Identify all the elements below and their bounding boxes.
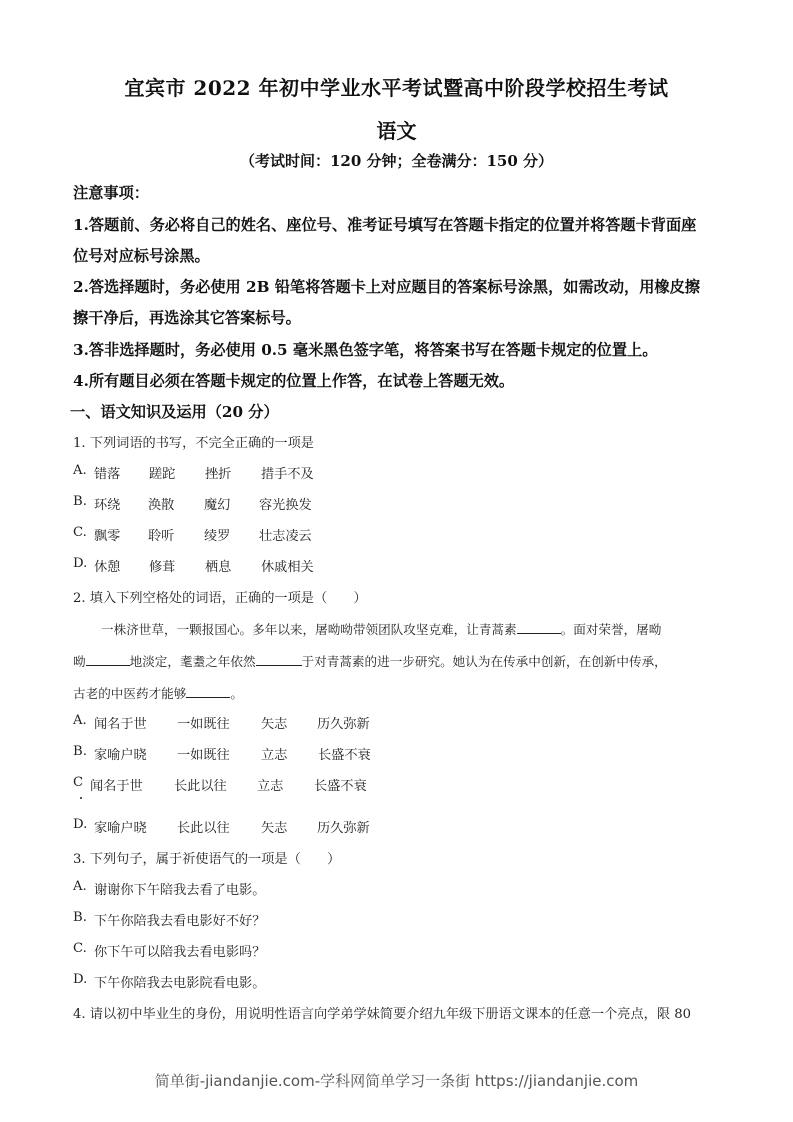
subject-title: 语文 xyxy=(376,119,417,143)
option-label: B. xyxy=(73,744,87,759)
option-word: 休戚相关 xyxy=(261,560,314,575)
option-word: 错落 xyxy=(94,467,121,482)
option-word: 长此以往 xyxy=(177,821,230,836)
option-word: 历久弥新 xyxy=(317,717,370,732)
option-word: 壮志凌云 xyxy=(259,529,312,544)
option-word: 一如既往 xyxy=(177,717,230,732)
option-text: 下午你陪我去电影院看电影。 xyxy=(94,976,266,991)
passage-line-2 xyxy=(73,651,723,670)
option-label: A. xyxy=(73,463,87,478)
notice-item: 擦干净后，再选涂其它答案标号。 xyxy=(73,309,301,327)
option-label: D. xyxy=(73,972,88,987)
option-label: D. xyxy=(73,817,88,832)
option-word: 蹉跎 xyxy=(149,467,176,482)
option-word: 栖息 xyxy=(205,560,232,575)
question-4-stem: 4. 请以初中毕业生的身份，用说明性语言向学弟学妹简要介绍九年级下册语文课本的任意一个亮点，限 80 xyxy=(73,1007,691,1022)
passage-line-3 xyxy=(73,683,723,702)
passage-text: 呦 xyxy=(73,654,86,669)
question-1-stem: 1. 下列词语的书写，不完全正确的一项是 xyxy=(73,436,314,451)
option-word: 闻名于世 xyxy=(90,779,143,794)
option-word: 环绕 xyxy=(94,498,121,513)
fill-blank xyxy=(256,652,302,666)
option-text: 谢谢你下午陪我去看了电影。 xyxy=(94,883,266,898)
option-text: 你下午可以陪我去看电影吗？ xyxy=(94,945,266,960)
option-word: 家喻户晓 xyxy=(94,748,147,763)
option-word: 绫罗 xyxy=(204,529,231,544)
option-word: 长盛不衰 xyxy=(314,779,367,794)
option-word: 魔幻 xyxy=(204,498,231,513)
question-2-stem: 2. 填入下列空格处的词语，正确的一项是（ ） xyxy=(73,591,367,606)
notice-heading: 注意事项： xyxy=(73,184,149,202)
passage-text: 。面对荣誉，屠呦 xyxy=(560,622,662,637)
passage-text: 一株济世草，一颗报国心。多年以来，屠呦呦带领团队攻坚克难，让青蒿素 xyxy=(101,622,517,637)
exam-info: （考试时间：120 分钟；全卷满分：150 分） xyxy=(239,152,554,170)
option-label: B. xyxy=(73,910,87,925)
option-label: C xyxy=(73,775,84,790)
option-word: 涣散 xyxy=(148,498,175,513)
passage-line-1 xyxy=(101,619,751,638)
option-word: 一如既往 xyxy=(177,748,230,763)
option-word: 飘零 xyxy=(94,529,121,544)
passage-text: 古老的中医药才能够 xyxy=(73,686,187,701)
option-word: 长盛不衰 xyxy=(318,748,371,763)
stray-dot xyxy=(80,797,82,799)
exam-main-title: 宜宾市 2022 年初中学业水平考试暨高中阶段学校招生考试 xyxy=(124,76,669,100)
option-word: 家喻户晓 xyxy=(94,821,147,836)
option-word: 矢志 xyxy=(261,821,288,836)
option-word: 聆听 xyxy=(148,529,175,544)
option-word: 闻名于世 xyxy=(94,717,147,732)
option-label: A. xyxy=(73,713,87,728)
option-word: 修葺 xyxy=(149,560,176,575)
option-word: 历久弥新 xyxy=(317,821,370,836)
fill-blank xyxy=(186,684,230,698)
notice-item: 3.答非选择题时，务必使用 0.5 毫米黑色签字笔，将答案书写在答题卡规定的位置上。 xyxy=(73,341,658,359)
option-text: 下午你陪我去看电影好不好？ xyxy=(94,914,266,929)
option-word: 容光换发 xyxy=(259,498,312,513)
passage-text: 。 xyxy=(230,686,243,701)
option-label: B. xyxy=(73,494,87,509)
option-word: 挫折 xyxy=(205,467,232,482)
notice-item: 位号对应标号涂黑。 xyxy=(73,247,210,265)
fill-blank xyxy=(517,620,561,634)
option-word: 休憩 xyxy=(94,560,121,575)
fill-blank xyxy=(86,652,130,666)
notice-item: 1.答题前、务必将自己的姓名、座位号、准考证号填写在答题卡指定的位置并将答题卡背面座 xyxy=(73,216,697,234)
option-word: 矢志 xyxy=(261,717,288,732)
passage-text: 于对青蒿素的进一步研究。她认为在传承中创新，在创新中传承， xyxy=(301,654,667,669)
section-heading: 一、语文知识及运用（20 分） xyxy=(70,403,279,421)
notice-item: 4.所有题目必须在答题卡规定的位置上作答，在试卷上答题无效。 xyxy=(73,372,515,390)
option-word: 立志 xyxy=(257,779,284,794)
option-word: 措手不及 xyxy=(261,467,314,482)
question-3-stem: 3. 下列句子，属于祈使语气的一项是（ ） xyxy=(73,852,341,867)
option-label: C. xyxy=(73,941,87,956)
option-word: 长此以往 xyxy=(174,779,227,794)
option-word: 立志 xyxy=(261,748,288,763)
notice-item: 2.答选择题时，务必使用 2B 铅笔将答题卡上对应题目的答案标号涂黑，如需改动，用橡皮擦 xyxy=(73,278,700,296)
option-label: C. xyxy=(73,525,87,540)
passage-text: 地淡定，耄耋之年依然 xyxy=(129,654,256,669)
footer-watermark: 简单街-jiandanjie.com-学科网简单学习一条街 https://jiandanjie.com xyxy=(154,1072,639,1090)
option-label: D. xyxy=(73,556,88,571)
option-label: A. xyxy=(73,879,87,894)
